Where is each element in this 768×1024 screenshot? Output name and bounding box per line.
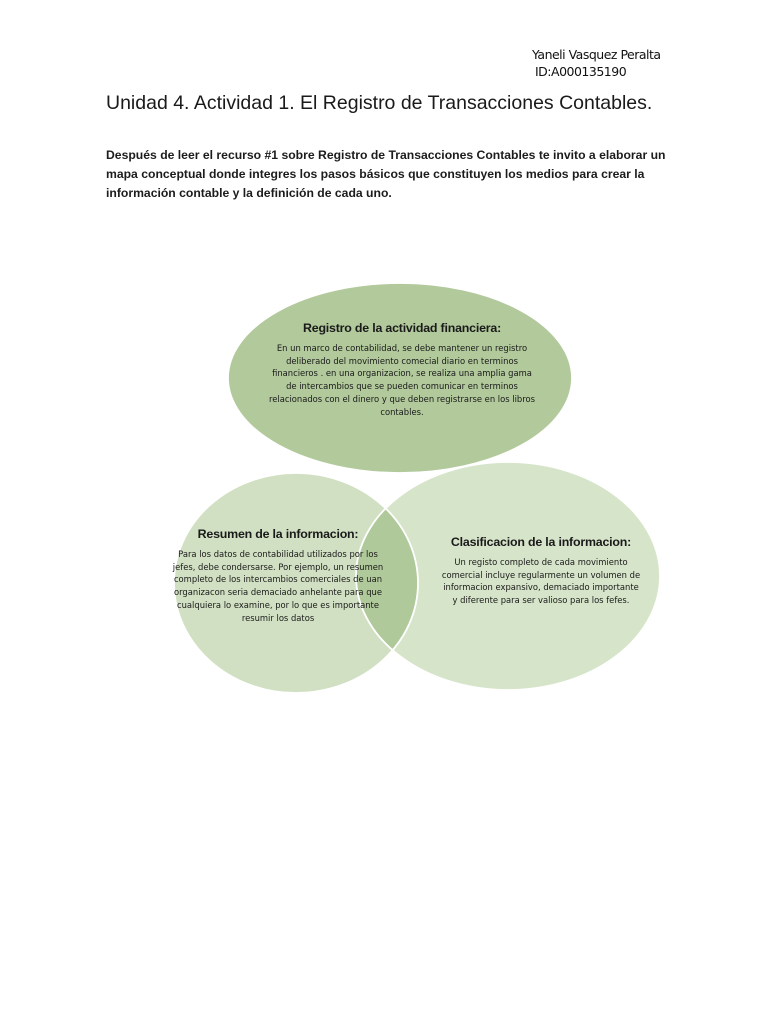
node-resumen-heading: Resumen de la informacion:: [197, 527, 359, 541]
node-registro-text: En un marco de contabilidad, se debe mantener un registro deliberado del movimiento comecial diario en terminos financieros . en una organizacion, se realiza una amplia gama de intercambios que se pueden comunicar en terminos relacionados con el dinero y que deben registrarse en los libros contables.: [269, 343, 535, 417]
instructions-paragraph: Después de leer el recurso #1 sobre Registro de Transacciones Contables te invito a elaborar un mapa conceptual donde integres los pasos básicos que constituyen los medios para crear la información contable y la definición de cada uno.: [106, 148, 666, 200]
node-clasificacion-heading: Clasificacion de la informacion:: [450, 535, 632, 549]
node-resumen: [168, 526, 388, 624]
author-id: ID:A000135190: [535, 64, 627, 79]
node-clasificacion-text: Un registo completo de cada movimiento comercial incluye regularmente un volumen de informacion expansivo, demaciado importante y diferente para ser valioso para los fefes.: [441, 557, 641, 606]
author-block: [532, 46, 661, 80]
node-clasificacion: [441, 534, 641, 607]
venn-concept-map: [150, 278, 670, 698]
node-registro-heading: Registro de la actividad financiera:: [303, 321, 501, 335]
node-registro: [268, 320, 536, 418]
document-title: Unidad 4. Actividad 1. El Registro de Transacciones Contables.: [106, 92, 653, 114]
author-name: Yaneli Vasquez Peralta: [532, 47, 661, 62]
node-resumen-text: Para los datos de contabilidad utilizados por los jefes, debe condersarse. Por ejemplo, un resumen completo de los intercambios comerciales de uan organizacon seria demaciado anhelante para que cualquiera lo examine, por lo que es importante resumir los datos: [172, 549, 384, 623]
